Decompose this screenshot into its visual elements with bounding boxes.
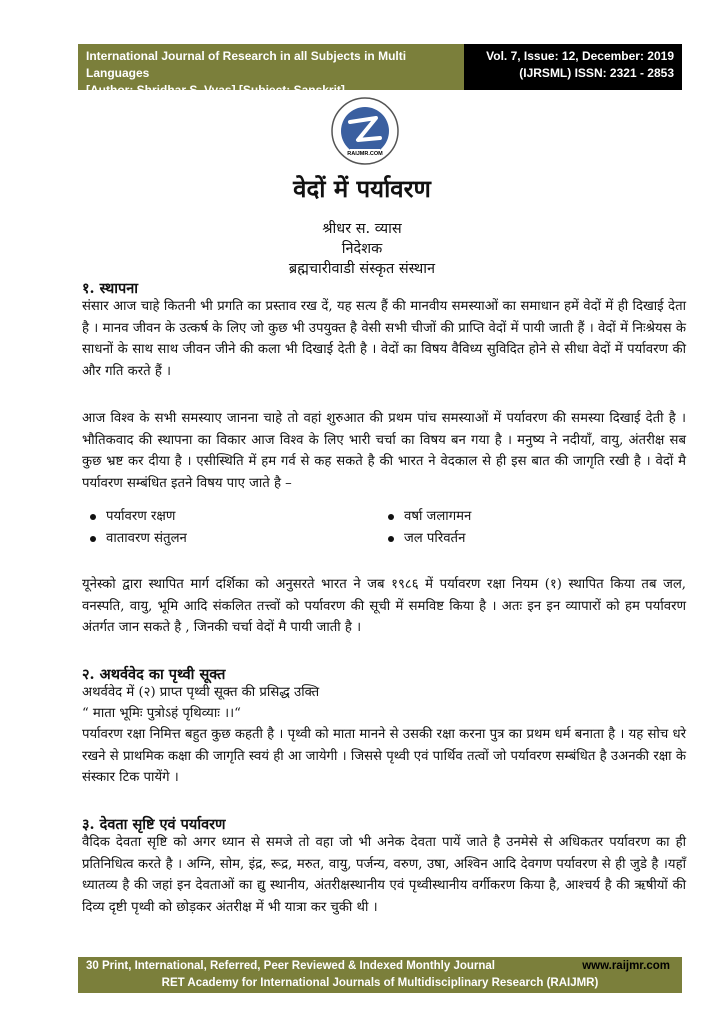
journal-description: Print, International, Referred, Peer Reviewed & Indexed Monthly Journal [102,960,496,972]
author-designation: निदेशक [341,241,383,257]
section-2-intro: अथर्ववेद में (२) प्राप्त पृथ्वी सूक्त की प्रसिद्ध उक्ति [82,685,320,700]
section-3-para: वैदिक देवता सृष्टि को अगर ध्यान से समजे तो वहा जो भी अनेक देवता पायें जाते है उनमेसे से अधिकतर पर्यावरण का ही प्रतिनिधित्व करते है । अग्नि, सोम, इंद्र, रूद्र, मरुत, वायु, पर्जन्य, वरुण, उषा, अश्विन आदि देवगण पर्यावरण से ही जुडे है ।यहाँ ध्यातव्य है की जहां इन देवताओं का द्यु स्थानीय, अंतरीक्षस्थानीय एवं पृथ्वीस्थानीय वर्गीकरण किया है, आश्चर्य है की ऋषीयों की दिव्य दृष्टी पृथ्वी को छोड़कर अंतरीक्ष में भी यात्रा कर चुकी थी । [82,835,686,915]
footer-url[interactable]: www.raijmr.com [582,960,670,972]
section-2-heading: २. अथर्ववेद का पृथ्वी सूक्त [82,666,226,683]
bullet-icon [388,514,394,520]
header-left-band [78,44,464,97]
journal-logo [328,96,402,166]
header-right-band [464,44,682,90]
bullet-icon [388,536,394,542]
volume-issue: Vol. 7, Issue: 12, December: 2019 [486,49,674,63]
section-2-quote: “ माता भूमिः पुत्रोऽहं पृथिव्याः ।।“ [82,706,241,721]
section-3-heading: ३. देवता सृष्टि एवं पर्यावरण [82,816,226,833]
footer-line-2: RET Academy for International Journals of Multidisciplinary Research (RAIJMR) [161,977,599,989]
page-number: 30 [86,960,99,972]
bullet-icon [90,514,96,520]
section-1-para-3: यूनेस्को द्वारा स्थापित मार्ग दर्शिका को अनुसरते भारत ने जब १९८६ में पर्यावरण रक्षा नियम (१) स्थापित किया तब जल, वनस्पति, वायु, भूमि आदि संकलित तत्त्वों को पर्यावरण की सूची में समविष्ट किया है । अतः इन इन व्यापारों को हम पर्यावरण अंतर्गत जान सकते है , जिनकी चर्चा वेदों मै पायी जाती है । [82,577,686,635]
page-header [78,44,682,97]
bullet-item: वातावरण संतुलन [90,528,187,546]
section-1-para-2: आज विश्व के सभी समस्याए जानना चाहे तो वहां शुरुआत की प्रथम पांच समस्याओं में पर्यावरण की समस्या दिखाई देती है । भौतिकवाद की स्थापना का विकार आज विश्व के लिए भारी चर्चा का विषय बन गया है । मनुष्य ने नदीयाँ, वायु, अंतरीक्ष सब कुछ भ्रष्ट कर दीया है । एसीस्थिति में हम गर्व से कह सकते है की भारत ने वेदकाल से ही इस बात की जागृति रखी है । वेदों मै पर्यावरण सम्बंधित इतने विषय पाए जाते है – [82,411,686,491]
journal-name: International Journal of Research in all Subjects in Multi Languages [86,49,407,80]
article-title: वेदों में पर्यावरण [293,174,431,203]
logo-text: RAIJMR.COM [347,151,383,157]
author-institute: ब्रह्मचारीवाडी संस्कृत संस्थान [288,261,436,277]
section-1-heading: १. स्थापना [82,280,139,297]
section-1-para-1: संसार आज चाहे कितनी भी प्रगति का प्रस्ताव रख दें, यह सत्य हैं की मानवीय समस्याओं का समाधान हमें वेदों में ही दिखाई देता है । मानव जीवन के उत्कर्ष के लिए जो कुछ भी उपयुक्त है वेसी सभी चीजों की प्राप्ति वेदों में पायी जाती हैं । वेदों में निःश्रेयस के साधनों के साथ साथ जीवन जीने की कला भी दिखाई देती है । वेदों का विषय वैविध्य सुविदित होने से सीधा वेदों में पर्यावरण की और गति करते हैं । [82,299,686,379]
page-footer [78,957,682,993]
issn: (IJRSML) ISSN: 2321 - 2853 [519,66,674,80]
bullet-item: पर्यावरण रक्षण [90,506,175,524]
bullet-item: जल परिवर्तन [388,528,465,546]
author-subject: [Author: Shridhar S. Vyas] [Subject: Sanskrit] [86,83,345,97]
section-2-para: पर्यावरण रक्षा निमित्त बहुत कुछ कहती है । पृथ्वी को माता मानने से उसकी रक्षा करना पुत्र का प्रथम धर्म बनाता है । यह सोच धरे रखने से प्राथमिक कक्षा की जागृति स्वयं ही आ जायेगी । जिससे पृथ्वी एवं पार्थिव तत्वों जो पर्यावरण सम्बंधित है उअनकी रक्षा के संस्कार टिक पायेंगे । [82,727,686,785]
author-name: श्रीधर स. व्यास [322,221,402,237]
bullet-item: वर्षा जलागमन [388,506,471,524]
bullet-icon [90,536,96,542]
